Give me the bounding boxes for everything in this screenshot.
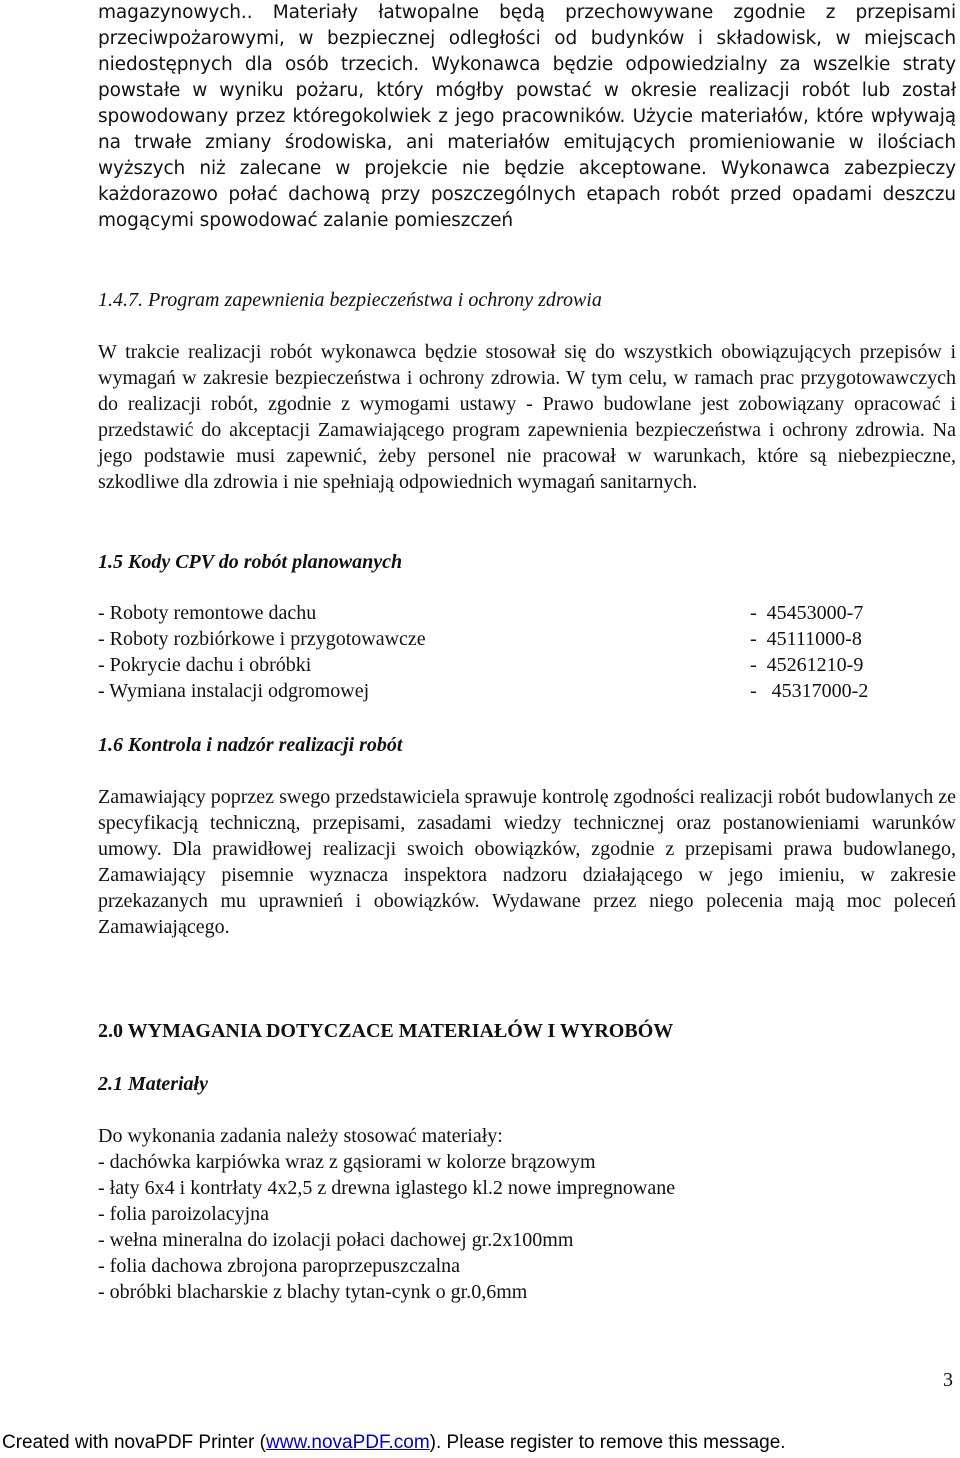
cpv-item-code: - 45111000-8 (750, 628, 862, 650)
cpv-item-code: - 45453000-7 (750, 602, 864, 624)
materials-intro: Do wykonania zadania należy stosować materiały: (98, 1125, 503, 1147)
intro-text-1: magazynowych.. Materiały łatwopalne będą przechowywane zgodnie z przepisami przeciwpożarowymi, w bezpiecznej odległości od budynków i składowisk, w miejscach niedostępnych dla osób trzecich. (98, 2, 956, 75)
intro-paragraph (98, 0, 956, 234)
cpv-item (98, 678, 898, 704)
cpv-item-label: - Roboty rozbiórkowe i przygotowawcze (98, 628, 426, 650)
cpv-item-label: - Roboty remontowe dachu (98, 602, 317, 624)
section-1-4-7-title: Program zapewnienia bezpieczeństwa i ochrony zdrowia (148, 289, 602, 311)
intro-text-2: Wykonawca będzie odpowiedzialny za wszelkie straty powstałe w wyniku pożaru, który mógłby powstać w okresie realizacji robót lub został spowodowany przez któregokolwiek z jego pracowników. Użycie materiałów, które wpływają na trwałe zmiany środowiska, ani materiałów emitujących promieniowanie w ilościach wyższych niż zalecane w projekcie nie będzie akceptowane. Wykonawca zabezpieczy każdorazowo połać dachową przy poszczególnych etapach robót przed opadami deszczu mogącymi spowodować zalanie pomieszczeń (98, 54, 957, 231)
materials-list-item: - wełna mineralna do izolacji połaci dachowej gr.2x100mm (98, 1229, 574, 1251)
watermark-footer (2, 1432, 786, 1454)
cpv-item-code: - 45261210-9 (750, 654, 864, 676)
cpv-item (98, 652, 898, 678)
page-number: 3 (943, 1369, 953, 1391)
footer-suffix: ). Please register to remove this message. (429, 1432, 786, 1453)
materials-list-item: - łaty 6x4 i kontrłaty 4x2,5 z drewna iglastego kl.2 nowe impregnowane (98, 1177, 676, 1199)
footer-link[interactable]: www.novaPDF.com (266, 1432, 430, 1453)
materials-list-item: - obróbki blacharskie z blachy tytan-cynk o gr.0,6mm (98, 1281, 528, 1303)
cpv-item-label: - Wymiana instalacji odgromowej (98, 680, 370, 702)
section-1-4-7-body: W trakcie realizacji robót wykonawca będzie stosował się do wszystkich obowiązujących przepisów i wymagań w zakresie bezpieczeństwa i ochrony zdrowia. W tym celu, w ramach prac przygotowawczych do realizacji robót, zgodnie z wymogami ustawy - Prawo budowlane jest zobowiązany opracować i przedstawić do akceptacji Zamawiającego program zapewnienia bezpieczeństwa i ochrony zdrowia. Na jego podstawie musi zapewnić, żeby personel nie pracował w warunkach, które są niebezpieczne, szkodliwe dla zdrowia i nie spełniają odpowiednich wymagań sanitarnych. (98, 341, 956, 493)
cpv-item (98, 626, 898, 652)
section-2-1-heading: 2.1 Materiały (98, 1073, 208, 1095)
section-1-6-heading: 1.6 Kontrola i nadzór realizacji robót (98, 734, 403, 756)
section-1-5-heading: 1.5 Kody CPV do robót planowanych (98, 551, 403, 573)
cpv-item-label: - Pokrycie dachu i obróbki (98, 654, 312, 676)
section-2-0-heading: 2.0 WYMAGANIA DOTYCZACE MATERIAŁÓW I WYROBÓW (98, 1020, 674, 1042)
cpv-item (98, 600, 898, 626)
cpv-code-list (98, 600, 898, 704)
cpv-item-code: - 45317000-2 (750, 680, 869, 702)
materials-list-item: - dachówka karpiówka wraz z gąsiorami w kolorze brązowym (98, 1151, 596, 1173)
section-1-4-7-number: 1.4.7. (98, 289, 143, 311)
section-1-6-body: Zamawiający poprzez swego przedstawiciela sprawuje kontrolę zgodności realizacji robót budowlanych ze specyfikacją techniczną, przepisami, zasadami wiedzy technicznej oraz postanowieniami warunków umowy. Dla prawidłowej realizacji swoich obowiązków, zgodnie z przepisami prawa budowlanego, Zamawiający pisemnie wyznacza inspektora nadzoru działającego w jego imieniu, w zakresie przekazanych mu uprawnień i obowiązków. Wydawane przez niego polecenia mają moc poleceń Zamawiającego. (98, 786, 956, 938)
materials-list-item: - folia dachowa zbrojona paroprzepuszczalna (98, 1255, 461, 1277)
materials-list (98, 1149, 675, 1305)
section-1-4-7-heading (98, 287, 602, 313)
footer-prefix: Created with novaPDF Printer ( (2, 1432, 266, 1453)
materials-list-item: - folia paroizolacyjna (98, 1203, 270, 1225)
